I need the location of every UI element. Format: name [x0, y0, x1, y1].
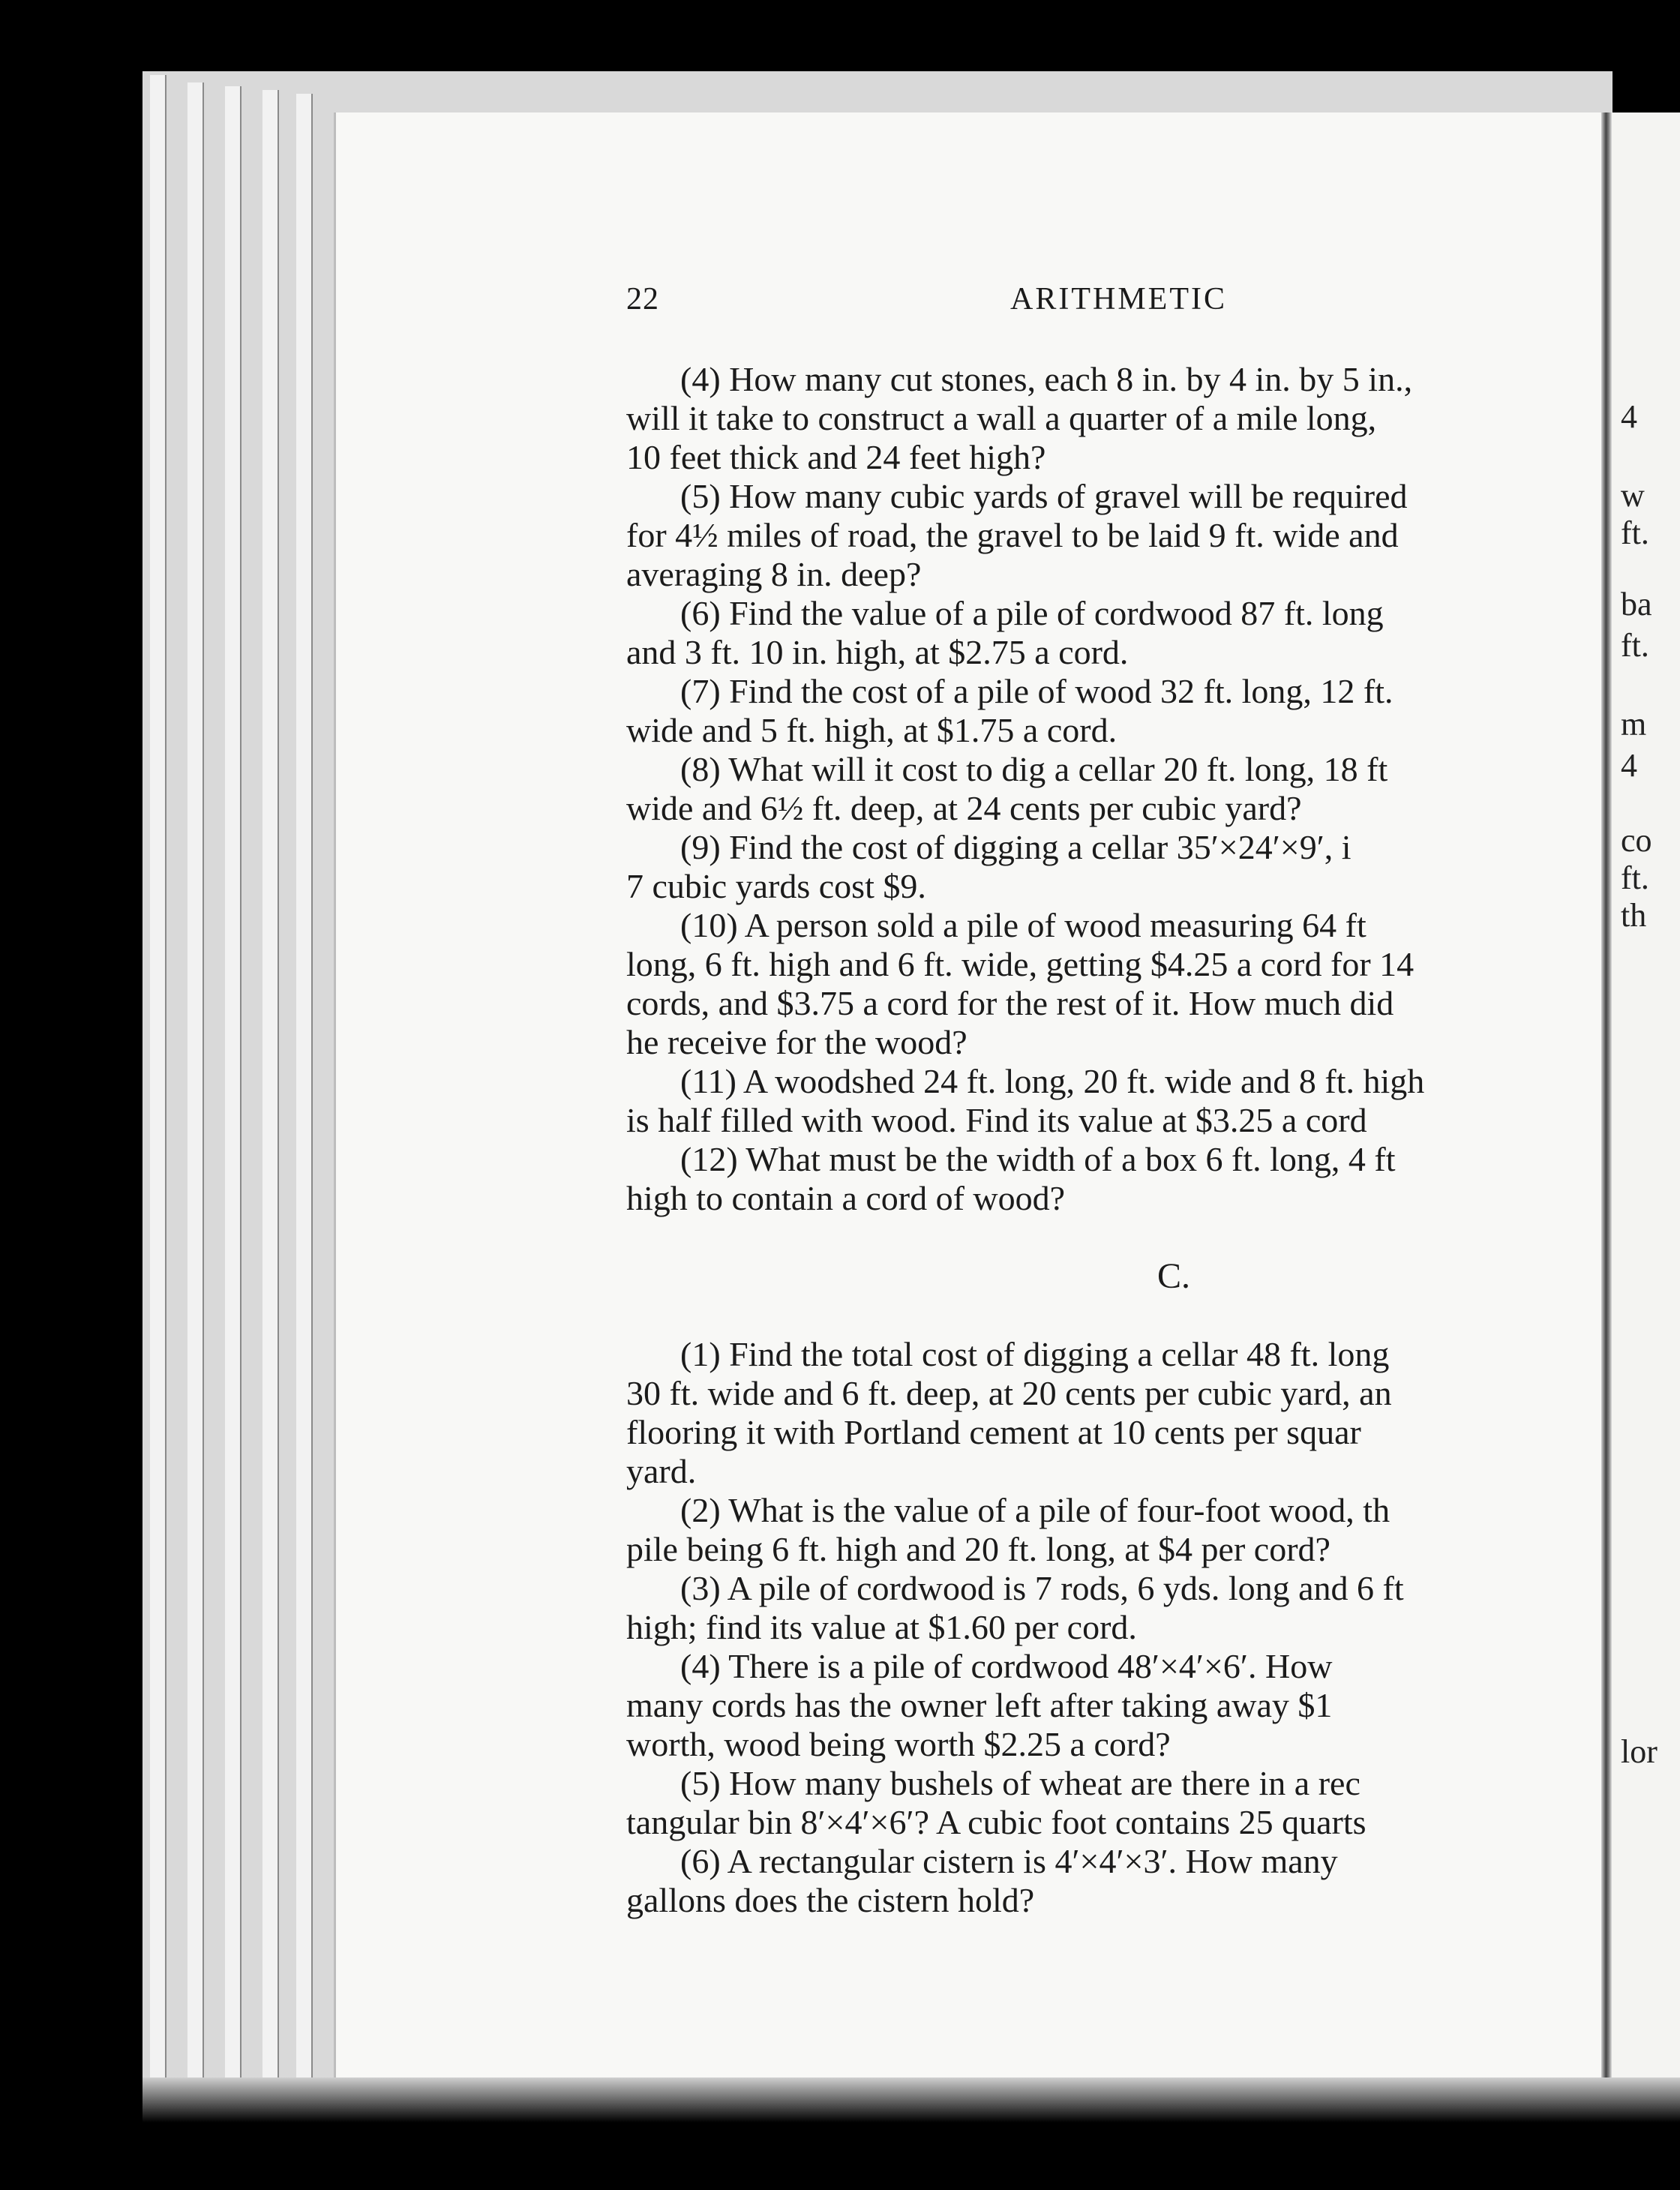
page-edge [150, 75, 166, 2092]
text-line: cords, and $3.75 a cord for the rest of it. How much did [626, 984, 1394, 1022]
problem [626, 594, 1609, 672]
text-line: flooring it with Portland cement at 10 cents per squar [626, 1413, 1361, 1451]
facing-page-fragment: ft. [1621, 627, 1649, 664]
problem [626, 1842, 1609, 1920]
facing-page-fragment: lor [1621, 1733, 1658, 1770]
text-line: high; find its value at $1.60 per cord. [626, 1608, 1137, 1646]
text-line: pile being 6 ft. high and 20 ft. long, at $4 per cord? [626, 1530, 1330, 1568]
text-line: 30 ft. wide and 6 ft. deep, at 20 cents per cubic yard, an [626, 1374, 1392, 1412]
facing-page-fragment: ft. [1621, 860, 1649, 896]
problem [626, 906, 1609, 1062]
text-line: yard. [626, 1452, 697, 1490]
text-line: (2) What is the value of a pile of four-foot wood, th [680, 1491, 1390, 1529]
text-line: (9) Find the cost of digging a cellar 35′×24′×9′, i [680, 828, 1352, 866]
text-line: (3) A pile of cordwood is 7 rods, 6 yds. long and 6 ft [680, 1569, 1404, 1607]
problem-set-c [626, 1335, 1609, 1920]
problem [626, 1335, 1609, 1491]
text-line: worth, wood being worth $2.25 a cord? [626, 1725, 1171, 1763]
facing-page-fragment: m [1621, 706, 1647, 742]
text-line: (4) How many cut stones, each 8 in. by 4 in. by 5 in., [680, 360, 1413, 398]
text-line: gallons does the cistern hold? [626, 1881, 1035, 1919]
problem [626, 477, 1609, 594]
text-line: many cords has the owner left after taking away $1 [626, 1686, 1333, 1724]
text-line: (10) A person sold a pile of wood measuring 64 ft [680, 906, 1366, 944]
text-line: long, 6 ft. high and 6 ft. wide, getting $4.25 a cord for 14 [626, 945, 1414, 983]
facing-page-fragment: 4 [1621, 747, 1637, 784]
problem [626, 750, 1609, 828]
text-line: (6) Find the value of a pile of cordwood 87 ft. long [680, 594, 1384, 632]
facing-page-fragment: ft. [1621, 514, 1649, 551]
text-line: (1) Find the total cost of digging a cellar 48 ft. long [680, 1335, 1390, 1373]
problem [626, 672, 1609, 750]
text-line: he receive for the wood? [626, 1023, 968, 1061]
facing-page-fragment: ba [1621, 586, 1652, 622]
problem [626, 1062, 1609, 1140]
page-heading: ARITHMETIC [1010, 282, 1227, 316]
text-line: averaging 8 in. deep? [626, 555, 922, 593]
text-line: 7 cubic yards cost $9. [626, 867, 926, 905]
problem [626, 1140, 1609, 1218]
problem [626, 360, 1609, 477]
facing-page-fragment: co [1621, 822, 1652, 859]
text-line: for 4½ miles of road, the gravel to be laid 9 ft. wide and [626, 516, 1399, 554]
page-body [626, 360, 1609, 1920]
page-edge [225, 86, 242, 2092]
section-heading: C. [1156, 1256, 1190, 1296]
facing-page-fragment: 4 [1621, 398, 1637, 435]
facing-page-fragment: th [1621, 897, 1647, 934]
page-edge [262, 90, 279, 2092]
text-line: (8) What will it cost to dig a cellar 20 ft. long, 18 ft [680, 750, 1388, 788]
text-line: tangular bin 8′×4′×6′? A cubic foot contains 25 quarts [626, 1803, 1366, 1841]
text-line: will it take to construct a wall a quarter of a mile long, [626, 399, 1377, 437]
page-edge [188, 82, 204, 2092]
problem-set-b [626, 360, 1609, 1218]
running-head [626, 281, 1601, 326]
text-line: (4) There is a pile of cordwood 48′×4′×6′. How [680, 1647, 1333, 1685]
text-line: (5) How many cubic yards of gravel will be required [680, 477, 1408, 515]
text-line: (7) Find the cost of a pile of wood 32 ft. long, 12 ft. [680, 672, 1394, 710]
text-line: wide and 5 ft. high, at $1.75 a cord. [626, 711, 1118, 749]
facing-page-fragment: w [1621, 477, 1645, 514]
text-line: (6) A rectangular cistern is 4′×4′×3′. How many [680, 1842, 1338, 1880]
text-line: (11) A woodshed 24 ft. long, 20 ft. wide and 8 ft. high [680, 1062, 1425, 1100]
text-line: is half filled with wood. Find its value at $3.25 a cord [626, 1101, 1367, 1139]
problem [626, 1491, 1609, 1569]
text-line: (5) How many bushels of wheat are there in a rec [680, 1764, 1360, 1802]
problem [626, 1764, 1609, 1842]
problem [626, 1647, 1609, 1764]
page-number: 22 [626, 282, 659, 316]
text-line: (12) What must be the width of a box 6 ft. long, 4 ft [680, 1140, 1396, 1178]
text-line: 10 feet thick and 24 feet high? [626, 438, 1046, 476]
text-line: high to contain a cord of wood? [626, 1179, 1066, 1217]
problem [626, 1569, 1609, 1647]
text-line: and 3 ft. 10 in. high, at $2.75 a cord. [626, 633, 1129, 671]
problem [626, 828, 1609, 906]
facing-page [1612, 112, 1680, 2092]
page-edge [296, 94, 313, 2092]
text-line: wide and 6½ ft. deep, at 24 cents per cubic yard? [626, 789, 1302, 827]
book-bottom-edge [142, 2078, 1680, 2122]
